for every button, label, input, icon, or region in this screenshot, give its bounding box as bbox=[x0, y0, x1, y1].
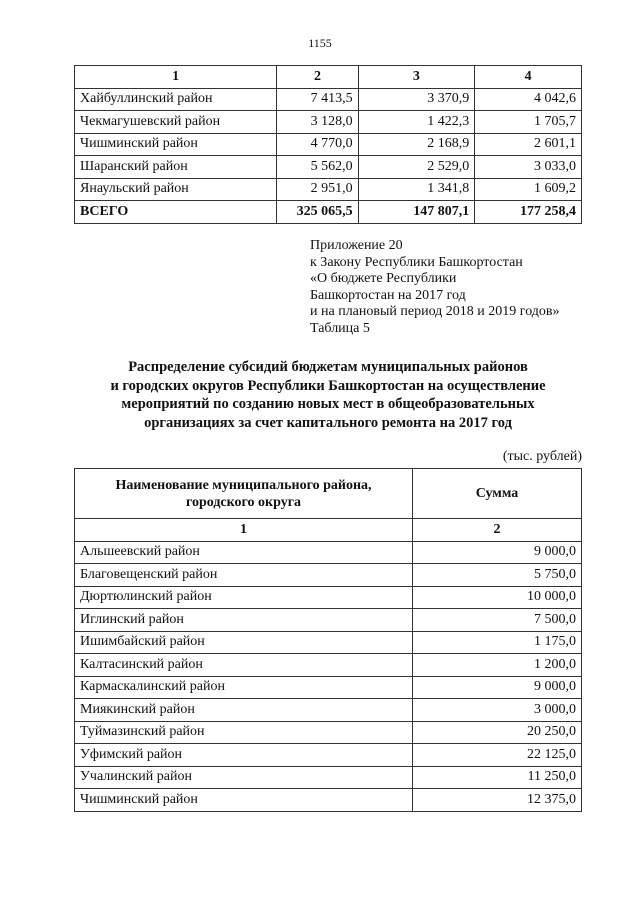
header-line: городского округа bbox=[185, 494, 302, 510]
table-row bbox=[75, 586, 582, 609]
cell-value: 2 951,0 bbox=[277, 178, 358, 201]
sum-value: 22 125,0 bbox=[413, 744, 582, 767]
cell-value: 2 529,0 bbox=[358, 156, 475, 179]
total-value: 147 807,1 bbox=[358, 201, 475, 224]
cell-value: 1 341,8 bbox=[358, 178, 475, 201]
column-header: 1 bbox=[75, 66, 277, 89]
cell-value: 4 042,6 bbox=[475, 88, 582, 111]
table-row bbox=[75, 178, 582, 201]
cell-value: 1 422,3 bbox=[358, 111, 475, 134]
subsidy-table bbox=[74, 468, 582, 812]
district-name: Уфимский район bbox=[75, 744, 413, 767]
table-row bbox=[75, 654, 582, 677]
total-value: 325 065,5 bbox=[277, 201, 358, 224]
district-name: Хайбуллинский район bbox=[75, 88, 277, 111]
district-name: Дюртюлинский район bbox=[75, 586, 413, 609]
continued-table bbox=[74, 65, 582, 224]
cell-value: 2 601,1 bbox=[475, 133, 582, 156]
cell-value: 1 705,7 bbox=[475, 111, 582, 134]
column-number: 1 bbox=[75, 519, 413, 542]
appendix-line: Таблица 5 bbox=[310, 320, 370, 336]
appendix-line: Приложение 20 bbox=[310, 238, 403, 253]
column-header-name bbox=[75, 469, 413, 519]
district-name: Туймазинский район bbox=[75, 721, 413, 744]
district-name: Учалинский район bbox=[75, 766, 413, 789]
title-line: мероприятий по созданию новых мест в общеобразовательных bbox=[121, 396, 535, 412]
cell-value: 1 609,2 bbox=[475, 178, 582, 201]
cell-value: 3 370,9 bbox=[358, 88, 475, 111]
column-header: 3 bbox=[358, 66, 475, 89]
table-row bbox=[75, 133, 582, 156]
table-header-row bbox=[75, 66, 582, 89]
appendix-note bbox=[310, 238, 560, 337]
cell-value: 4 770,0 bbox=[277, 133, 358, 156]
district-name: Янаульский район bbox=[75, 178, 277, 201]
title-line: организациях за счет капитального ремонта на 2017 год bbox=[144, 414, 512, 431]
table-row bbox=[75, 699, 582, 722]
column-header: 4 bbox=[475, 66, 582, 89]
appendix-line: к Закону Республики Башкортостан bbox=[310, 254, 523, 270]
district-name: Шаранский район bbox=[75, 156, 277, 179]
table-row bbox=[75, 541, 582, 564]
sum-value: 20 250,0 bbox=[413, 721, 582, 744]
title-line: и городских округов Республики Башкортостан на осуществление bbox=[110, 377, 546, 394]
numbering-row bbox=[75, 519, 582, 542]
table-row bbox=[75, 676, 582, 699]
district-name: Благовещенский район bbox=[75, 564, 413, 587]
table-header-row bbox=[75, 469, 582, 519]
sum-value: 11 250,0 bbox=[413, 766, 582, 789]
district-name: Чишминский район bbox=[75, 133, 277, 156]
district-name: Иглинский район bbox=[75, 609, 413, 632]
table-row bbox=[75, 156, 582, 179]
cell-value: 5 562,0 bbox=[277, 156, 358, 179]
appendix-line: Башкортостан на 2017 год bbox=[310, 287, 466, 303]
cell-value: 3 033,0 bbox=[475, 156, 582, 179]
sum-value: 5 750,0 bbox=[413, 564, 582, 587]
document-title bbox=[74, 358, 582, 432]
title-line: Распределение субсидий бюджетам муниципальных районов bbox=[128, 359, 528, 375]
table-row bbox=[75, 721, 582, 744]
sum-value: 9 000,0 bbox=[413, 541, 582, 564]
district-name: Чекмагушевский район bbox=[75, 111, 277, 134]
sum-value: 1 200,0 bbox=[413, 654, 582, 677]
district-name: Кармаскалинский район bbox=[75, 676, 413, 699]
units-label: (тыс. рублей) bbox=[502, 449, 582, 464]
appendix-line: и на плановый период 2018 и 2019 годов» bbox=[310, 304, 560, 319]
district-name: Ишимбайский район bbox=[75, 631, 413, 654]
total-value: 177 258,4 bbox=[475, 201, 582, 224]
sum-value: 7 500,0 bbox=[413, 609, 582, 632]
appendix-line: «О бюджете Республики bbox=[310, 271, 457, 286]
page-number: 1155 bbox=[308, 36, 332, 50]
total-label: ВСЕГО bbox=[75, 201, 277, 224]
cell-value: 3 128,0 bbox=[277, 111, 358, 134]
column-number: 2 bbox=[413, 519, 582, 542]
district-name: Альшеевский район bbox=[75, 541, 413, 564]
table-row bbox=[75, 609, 582, 632]
sum-value: 3 000,0 bbox=[413, 699, 582, 722]
header-line: Наименование муниципального района, bbox=[115, 477, 372, 493]
total-row bbox=[75, 201, 582, 224]
sum-value: 9 000,0 bbox=[413, 676, 582, 699]
table-row bbox=[75, 111, 582, 134]
table-row bbox=[75, 564, 582, 587]
column-header-sum: Сумма bbox=[413, 469, 582, 519]
cell-value: 7 413,5 bbox=[277, 88, 358, 111]
table-row bbox=[75, 88, 582, 111]
district-name: Миякинский район bbox=[75, 699, 413, 722]
sum-value: 12 375,0 bbox=[413, 789, 582, 812]
sum-value: 1 175,0 bbox=[413, 631, 582, 654]
table-row bbox=[75, 789, 582, 812]
table-row bbox=[75, 631, 582, 654]
sum-value: 10 000,0 bbox=[413, 586, 582, 609]
district-name: Калтасинский район bbox=[75, 654, 413, 677]
column-header: 2 bbox=[277, 66, 358, 89]
table-row bbox=[75, 744, 582, 767]
table-row bbox=[75, 766, 582, 789]
cell-value: 2 168,9 bbox=[358, 133, 475, 156]
district-name: Чишминский район bbox=[75, 789, 413, 812]
